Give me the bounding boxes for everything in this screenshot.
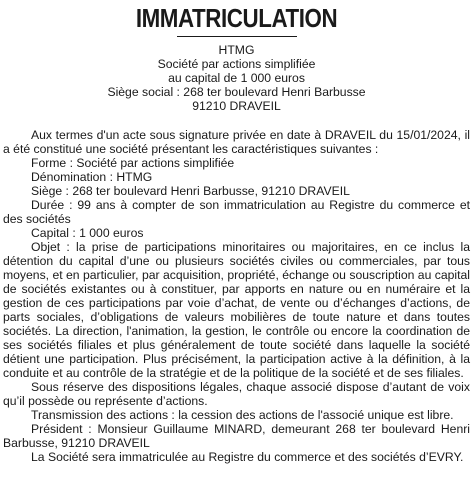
paragraph-duree: Durée : 99 ans à compter de son immatriculation au Registre du commerce et des sociétés <box>3 198 470 226</box>
paragraph-president: Président : Monsieur Guillaume MINARD, demeurant 268 ter boulevard Henri Barbusse, 91210 DRAVEIL <box>3 422 470 450</box>
notice-body <box>3 128 470 464</box>
company-name: HTMG <box>218 43 255 57</box>
title-divider <box>177 36 297 37</box>
paragraph-voting: Sous réserve des dispositions légales, chaque associé dispose d’autant de voix qu’il possède ou représente d’actions. <box>3 380 470 408</box>
company-siege: Siège social : 268 ter boulevard Henri Barbusse <box>107 85 366 99</box>
paragraph-transmission: Transmission des actions : la cession des actions de l'associé unique est libre. <box>31 408 454 422</box>
paragraph-intro: Aux termes d'un acte sous signature privée en date à DRAVEIL du 15/01/2024, il a été constitué une société présentant les caractéristiques suivantes : <box>3 128 470 156</box>
company-form: Société par actions simplifiée <box>157 57 316 71</box>
company-header <box>3 43 470 113</box>
paragraph-forme: Forme : Société par actions simplifiée <box>31 156 235 170</box>
paragraph-capital: Capital : 1 000 euros <box>31 226 144 240</box>
company-city: 91210 DRAVEIL <box>192 99 281 113</box>
paragraph-denomination: Dénomination : HTMG <box>31 170 153 184</box>
paragraph-objet: Objet : la prise de participations minoritaires ou majoritaires, en ce inclus la détention du capital d’une ou plusieurs sociétés civiles ou commerciales, par tous moyens, et en particulier, par acquisition, propriété, échange ou souscription au capital de sociétés existantes ou à constituer, par apports en nature ou en numéraire et la gestion de ces participations par voie d’achat, de vente ou d’échanges d’actions, de parts sociales, d’obligations de valeurs mobilières de toute nature et dans toutes sociétés. La direction, l'animation, la gestion, le contrôle ou encore la coordination de ses sociétés filiales et plus généralement de toute société dans laquelle la société détient une participation. Plus précisément, la participation active à la définition, à la conduite et au contrôle de la stratégie et de la politique de la société et de ses filiales. <box>3 240 470 380</box>
notice-title: IMMATRICULATION <box>135 3 338 33</box>
paragraph-registration: La Société sera immatriculée au Registre du commerce et des sociétés d’EVRY. <box>31 450 464 464</box>
company-capital: au capital de 1 000 euros <box>168 71 305 85</box>
paragraph-siege: Siège : 268 ter boulevard Henri Barbusse, 91210 DRAVEIL <box>31 184 350 198</box>
